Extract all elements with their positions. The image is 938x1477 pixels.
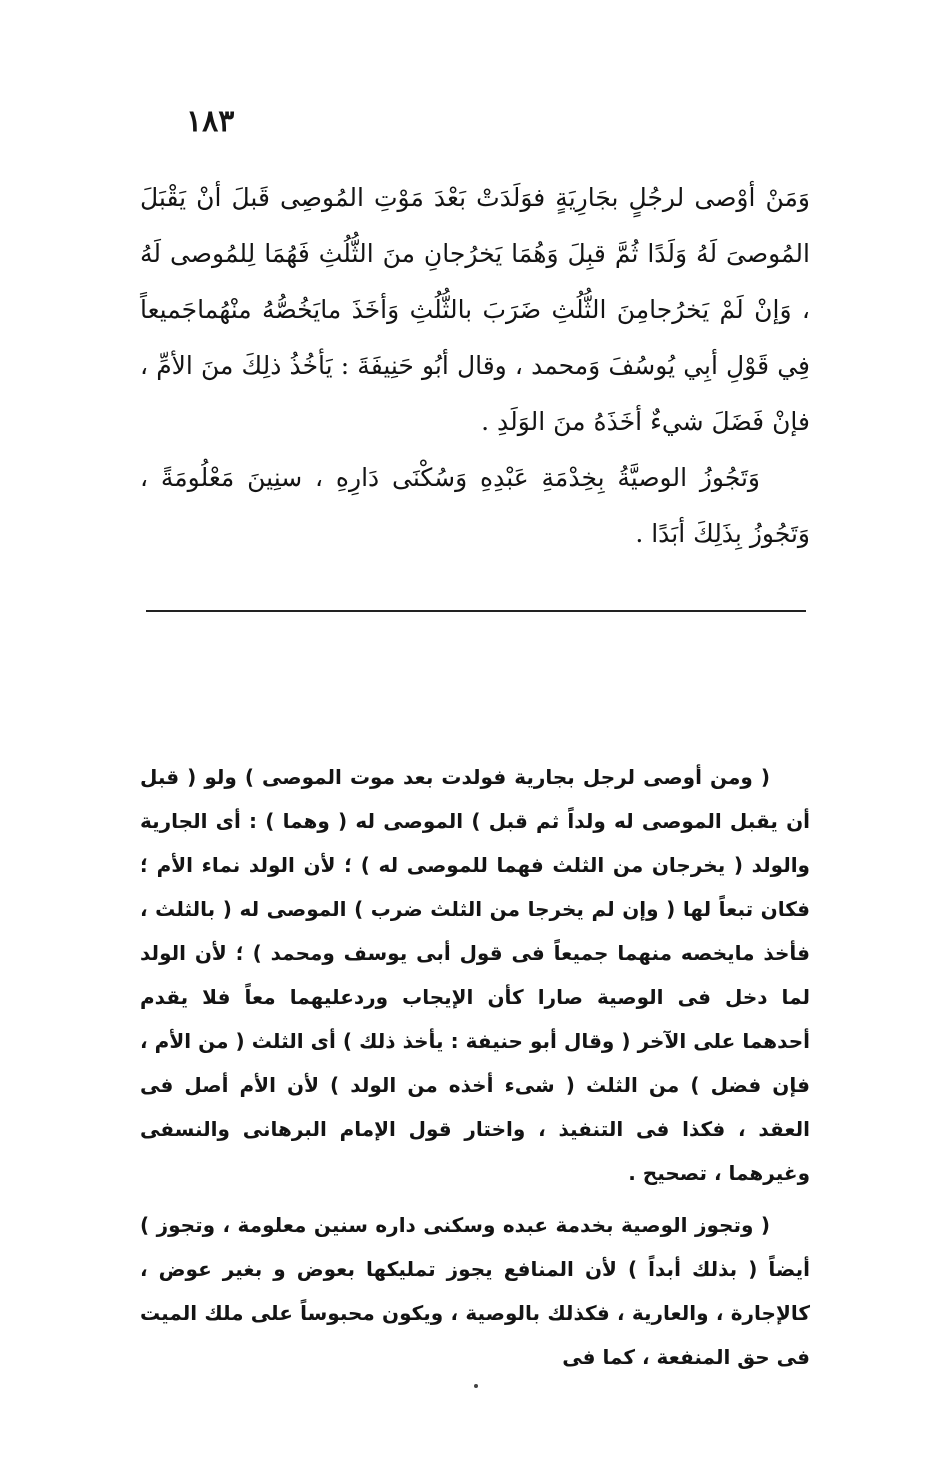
commentary-paragraph: ( وتجوز الوصية بخدمة عبده وسكنى داره سنين معلومة ، وتجوز ) أيضاً ( بذلك أبداً ) لأن المنافع يجوز تمليكها بعوض و بغير عوض ، كالإجارة ، والعارية ، فكذلك بالوصية ، ويكون محبوساً على ملك الميت فى حق المنفعة ، كما فى	[140, 1213, 810, 1369]
commentary-paragraph: ( ومن أوصى لرجل بجارية فولدت بعد موت الموصى ) ولو ( قبل أن يقبل الموصى له ولداً ثم قبل ) الموصى له ( وهما ) : أى الجارية والولد ( يخرجان من الثلث فهما للموصى له ) ؛ لأن الولد نماء الأم ؛ فكان تبعاً لها ( وإن لم يخرجا من الثلث ضرب ) الموصى له ( بالثلث ، فأخذ مايخصه منهما جميعاً فى قول أبى يوسف ومحمد ) ؛ لأن الولد لما دخل فى الوصية صارا كأن الإيجاب وردعليهما معاً فلا يقدم أحدهما على الآخر ( وقال أبو حنيفة : يأخذ ذلك ) أى الثلث ( من الأم ، فإن فضل ) من الثلث ( شىء أخذه من الولد ) لأن الأم أصل فى العقد ، فكذا فى التنفيذ ، واختار قول الإمام البرهانى والنسفى وغيرهما ، تصحيح .	[140, 765, 810, 1185]
commentary-block	[140, 755, 810, 1387]
main-text-block	[140, 170, 810, 562]
main-text-paragraph: وَتَجُوزُ الوصيَّةُ بِخِدْمَةِ عَبْدِهِ وَسُكْنَى دَارِهِ ، سنِينَ مَعْلُومَةً ، وَتَجُوزُ بِذَلِكَ أبَدًا .	[140, 463, 810, 548]
page-number: ١٨٣	[186, 104, 235, 139]
main-text-paragraph: وَمَنْ أوْصى لرجُلٍ بجَارِيَةٍ فوَلَدَتْ بَعْدَ مَوْتِ المُوصِى قَبلَ أنْ يَقْبَلَ المُوصىَ لَهُ وَلَدًا ثُمَّ قبِلَ وَهُمَا يَخرُجانِ منَ الثُّلُثِ فَهُمَا لِلمُوصى لَهُ ، وَإنْ لَمْ يَخرُجامِنَ الثُّلُثِ ضَرَبَ بالثُّلُثِ وَأخَذَ مايَخُصُّهُ منْهُماجَميعاً فِي قَوْلِ أبِي يُوسُفَ وَمحمد ، وقال أبُو حَنِيفَةَ : يَأخُذُ ذلِكَ منَ الأمِّ ، فإنْ فَضَلَ شيءٌ أخَذَهُ منَ الوَلَدِ .	[140, 183, 810, 436]
page-mark	[474, 1384, 478, 1388]
section-divider	[146, 610, 806, 612]
